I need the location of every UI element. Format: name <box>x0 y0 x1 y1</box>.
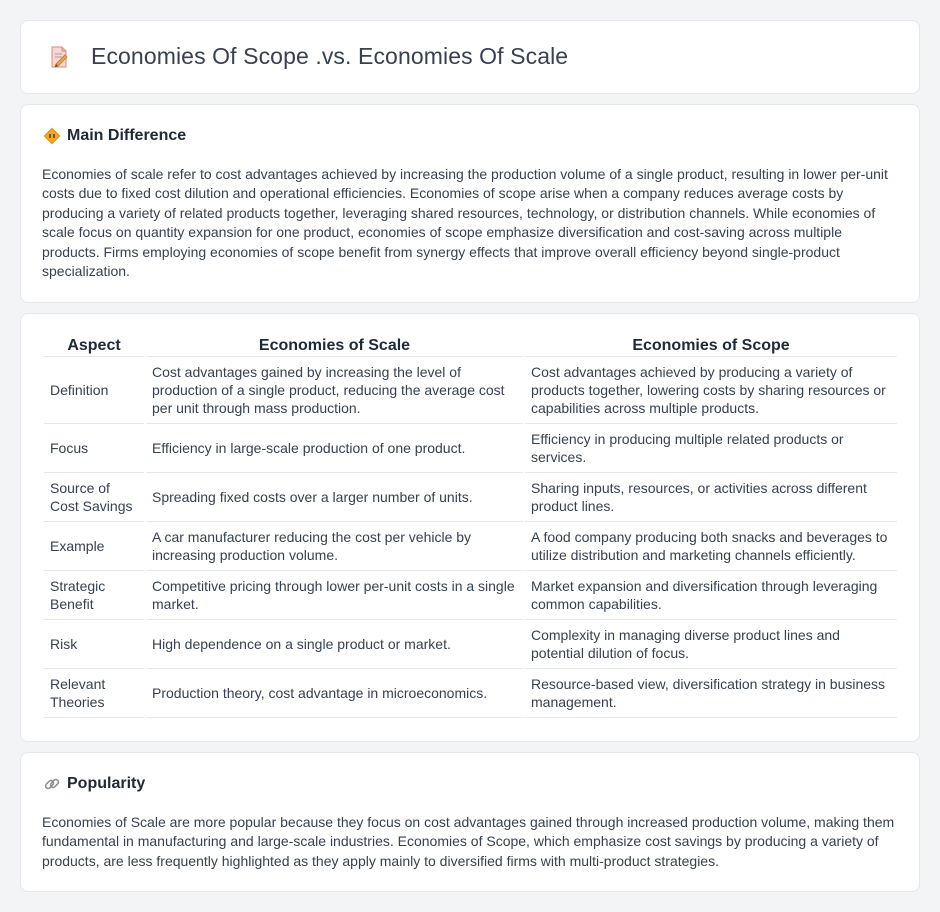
cell-scale: Competitive pricing through lower per-unit costs in a single market. <box>146 571 523 620</box>
cell-scope: Resource-based view, diversification strategy in business management. <box>525 669 897 718</box>
title-row <box>47 43 568 70</box>
header-scope: Economies of Scope <box>525 336 897 357</box>
comparison-card <box>20 313 920 742</box>
table-row <box>44 473 897 522</box>
cell-scale: Cost advantages gained by increasing the level of production of a single product, reducing the average cost per unit through mass production. <box>146 357 523 424</box>
main-difference-heading: Main Difference <box>67 127 187 144</box>
main-difference-header <box>43 127 186 145</box>
cell-scope: Market expansion and diversification through leveraging common capabilities. <box>525 571 897 620</box>
table-row <box>44 522 897 571</box>
main-difference-card <box>20 104 920 303</box>
link-icon <box>43 775 61 793</box>
cell-scale: A car manufacturer reducing the cost per vehicle by increasing production volume. <box>146 522 523 571</box>
cell-aspect: Strategic Benefit <box>44 571 144 620</box>
cell-aspect: Source of Cost Savings <box>44 473 144 522</box>
header-scale: Economies of Scale <box>146 336 523 357</box>
comparison-table <box>42 336 899 718</box>
table-row <box>44 357 897 424</box>
diamond-warning-icon <box>43 127 61 145</box>
header-aspect: Aspect <box>44 336 144 357</box>
popularity-header <box>43 775 145 793</box>
cell-aspect: Definition <box>44 357 144 424</box>
cell-aspect: Focus <box>44 424 144 473</box>
cell-scope: Sharing inputs, resources, or activities across different product lines. <box>525 473 897 522</box>
page-title: Economies Of Scope .vs. Economies Of Scale <box>91 43 569 69</box>
cell-scale: Spreading fixed costs over a larger number of units. <box>146 473 523 522</box>
table-row <box>44 571 897 620</box>
table-row <box>44 424 897 473</box>
cell-scope: A food company producing both snacks and beverages to utilize distribution and marketing channels efficiently. <box>525 522 897 571</box>
popularity-heading: Popularity <box>67 775 146 792</box>
table-row <box>44 669 897 718</box>
cell-scope: Cost advantages achieved by producing a variety of products together, lowering costs by sharing resources or capabilities across multiple products. <box>525 357 897 424</box>
cell-scope: Efficiency in producing multiple related products or services. <box>525 424 897 473</box>
cell-scale: High dependence on a single product or market. <box>146 620 523 669</box>
table-row <box>44 620 897 669</box>
cell-aspect: Example <box>44 522 144 571</box>
title-card <box>20 20 920 94</box>
cell-aspect: Risk <box>44 620 144 669</box>
table-header-row <box>44 336 897 357</box>
popularity-card <box>20 752 920 892</box>
document-pencil-icon <box>47 45 71 69</box>
cell-scale: Production theory, cost advantage in microeconomics. <box>146 669 523 718</box>
main-difference-text: Economies of scale refer to cost advantages achieved by increasing the production volume of a single product, resulting in lower per-unit costs due to fixed cost dilution and operational efficiencies. Economies of scope arise when a company reduces average costs by producing a variety of related products together, leveraging shared resources, technology, or distribution channels. While economies of scale focus on quantity expansion for one product, economies of scope emphasize diversification and cost-saving across multiple products. Firms employing economies of scope benefit from synergy effects that improve overall efficiency beyond single-product specialization. <box>42 166 888 280</box>
popularity-text: Economies of Scale are more popular because they focus on cost advantages gained through increased production volume, making them fundamental in manufacturing and large-scale industries. Economies of Scope, which emphasize cost savings by producing a variety of products, are less frequently highlighted as they apply mainly to diversified firms with multi-product strategies. <box>42 814 895 869</box>
cell-scope: Complexity in managing diverse product lines and potential dilution of focus. <box>525 620 897 669</box>
cell-aspect: Relevant Theories <box>44 669 144 718</box>
cell-scale: Efficiency in large-scale production of one product. <box>146 424 523 473</box>
